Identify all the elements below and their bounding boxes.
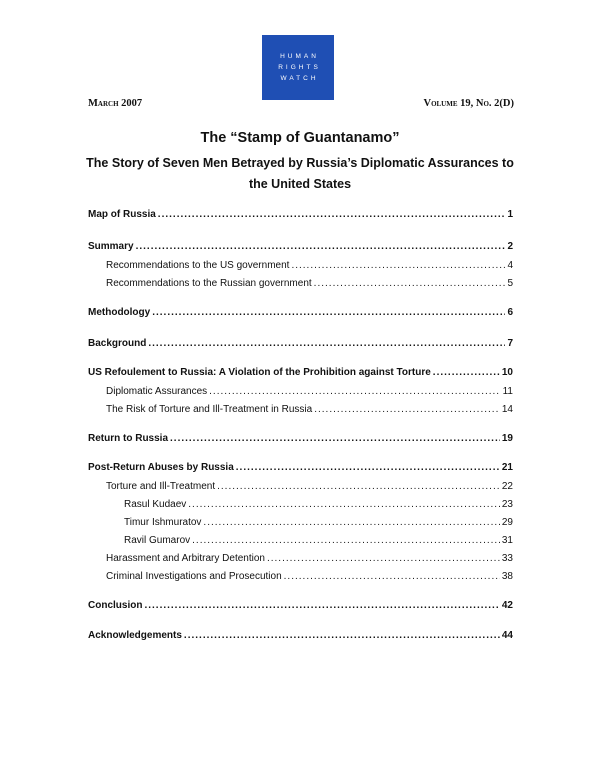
toc-leader <box>184 629 500 643</box>
toc-label: Acknowledgements <box>88 630 182 641</box>
toc-leader <box>188 498 500 512</box>
toc-entry-return-to-russia[interactable] <box>88 432 513 446</box>
toc-label: Background <box>88 338 147 349</box>
toc-label: Return to Russia <box>88 433 169 444</box>
toc-page: 14 <box>501 404 513 415</box>
toc-entry-timur-ishmuratov[interactable] <box>124 516 513 530</box>
toc-page: 44 <box>501 630 513 641</box>
toc-entry-diplomatic-assurances[interactable] <box>106 385 513 399</box>
toc-page: 4 <box>507 260 513 271</box>
volume-number: Volume 19, No. 2(D) <box>423 98 514 109</box>
toc-entry-ravil-gumarov[interactable] <box>124 534 513 548</box>
toc-entry-background[interactable] <box>88 337 513 351</box>
toc-leader <box>170 432 500 446</box>
toc-page: 11 <box>502 386 513 397</box>
toc-leader <box>284 570 500 584</box>
toc-label: Criminal Investigations and Prosecution <box>106 571 282 582</box>
toc-page: 7 <box>507 338 513 349</box>
toc-page: 5 <box>507 278 513 289</box>
toc-label: Summary <box>88 241 134 252</box>
toc-label: Diplomatic Assurances <box>106 386 208 397</box>
toc-page: 33 <box>501 553 513 564</box>
toc-leader <box>148 337 505 351</box>
logo-line-2: RIGHTS <box>278 64 321 71</box>
toc-leader <box>144 599 499 613</box>
toc-label: Ravil Gumarov <box>124 535 191 546</box>
toc-label: Post-Return Abuses by Russia <box>88 462 234 473</box>
toc-label: Rasul Kudaev <box>124 499 187 510</box>
toc-leader <box>192 534 500 548</box>
report-subtitle <box>70 153 530 195</box>
toc-leader <box>267 552 500 566</box>
toc-label: Recommendations to the Russian government <box>106 278 312 289</box>
toc-label: US Refoulement to Russia: A Violation of the Prohibition against Torture <box>88 367 431 378</box>
toc-label: The Risk of Torture and Ill-Treatment in Russia <box>106 404 313 415</box>
toc-page: 22 <box>501 481 513 492</box>
toc-entry-risk-of-torture[interactable] <box>106 403 513 417</box>
toc-label: Recommendations to the US government <box>106 260 290 271</box>
toc-label: Methodology <box>88 307 151 318</box>
toc-leader <box>217 480 500 494</box>
toc-entry-recommendations-russia[interactable] <box>106 277 513 291</box>
report-title: The “Stamp of Guantanamo” <box>200 130 400 146</box>
toc-entry-recommendations-us[interactable] <box>106 259 513 273</box>
toc-page: 6 <box>507 307 513 318</box>
toc-leader <box>152 306 505 320</box>
toc-label: Torture and Ill-Treatment <box>106 481 216 492</box>
toc-page: 31 <box>501 535 513 546</box>
toc-leader <box>291 259 505 273</box>
toc-entry-criminal-investigations[interactable] <box>106 570 513 584</box>
toc-entry-torture-ill-treatment[interactable] <box>106 480 513 494</box>
toc-leader <box>136 240 505 254</box>
toc-page: 1 <box>507 209 513 220</box>
toc-label: Harassment and Arbitrary Detention <box>106 553 265 564</box>
toc-leader <box>433 366 500 380</box>
toc-leader <box>209 385 500 399</box>
toc-leader <box>203 516 499 530</box>
logo-line-3: WATCH <box>280 75 319 82</box>
toc-entry-map-of-russia[interactable] <box>88 208 513 222</box>
toc-entry-methodology[interactable] <box>88 306 513 320</box>
publication-date: March 2007 <box>88 98 143 109</box>
toc-leader <box>314 403 500 417</box>
logo-line-1: HUMAN <box>280 53 319 60</box>
toc-entry-harassment-detention[interactable] <box>106 552 513 566</box>
toc-page: 2 <box>507 241 513 252</box>
toc-entry-rasul-kudaev[interactable] <box>124 498 513 512</box>
toc-label: Conclusion <box>88 600 143 611</box>
toc-page: 10 <box>501 367 513 378</box>
toc-leader <box>236 461 500 475</box>
toc-page: 23 <box>501 499 513 510</box>
toc-label: Timur Ishmuratov <box>124 517 202 528</box>
toc-entry-post-return-abuses[interactable] <box>88 461 513 475</box>
toc-page: 29 <box>501 517 513 528</box>
subtitle-line-1: The Story of Seven Men Betrayed by Russia’s Diplomatic Assurances to <box>86 156 514 170</box>
hrw-logo <box>262 35 334 100</box>
subtitle-line-2: the United States <box>248 177 352 191</box>
toc-page: 42 <box>501 600 513 611</box>
toc-entry-us-refoulement[interactable] <box>88 366 513 380</box>
toc-label: Map of Russia <box>88 209 156 220</box>
toc-entry-summary[interactable] <box>88 240 513 254</box>
toc-entry-conclusion[interactable] <box>88 599 513 613</box>
toc-leader <box>158 208 505 222</box>
toc-page: 21 <box>501 462 513 473</box>
toc-page: 38 <box>501 571 513 582</box>
toc-entry-acknowledgements[interactable] <box>88 629 513 643</box>
toc-leader <box>314 277 505 291</box>
toc-page: 19 <box>501 433 513 444</box>
